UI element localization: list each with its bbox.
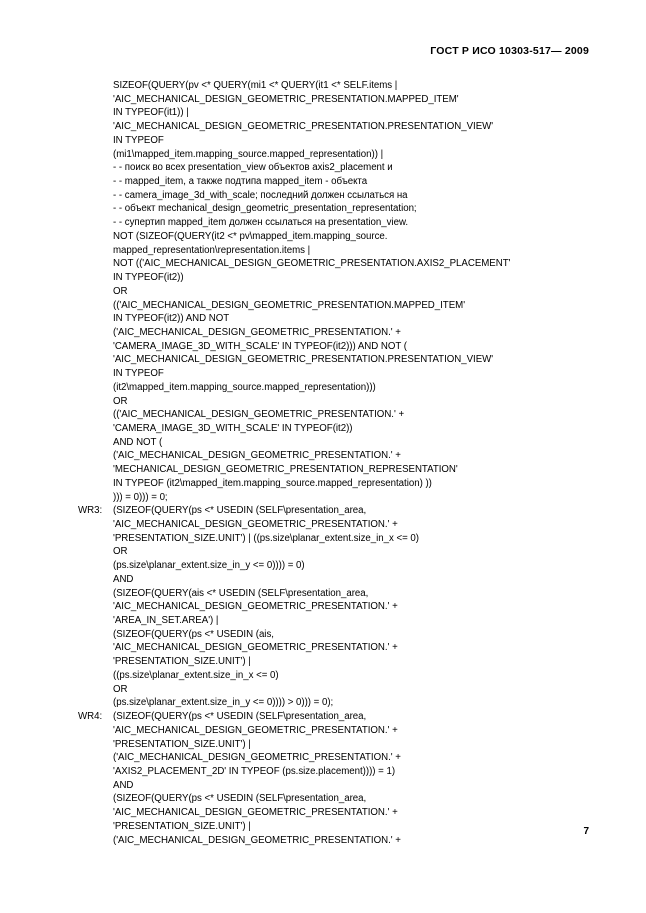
code-line (78, 381, 606, 395)
code-text: (SIZEOF(QUERY(ais <* USEDIN (SELF\presentation_area, (113, 587, 369, 599)
code-text: 'AIC_MECHANICAL_DESIGN_GEOMETRIC_PRESENTATION.' + (113, 519, 398, 530)
code-text: OR (113, 546, 128, 558)
code-line (78, 463, 606, 477)
code-text: 'PRESENTATION_SIZE.UNIT') | (113, 656, 251, 668)
code-line (78, 93, 606, 107)
code-line (78, 518, 606, 532)
code-text: ('AIC_MECHANICAL_DESIGN_GEOMETRIC_PRESENTATION.' + (113, 834, 401, 846)
code-text: ('AIC_MECHANICAL_DESIGN_GEOMETRIC_PRESENTATION.' + (113, 450, 401, 462)
code-line (78, 532, 606, 546)
code-text: 'AIC_MECHANICAL_DESIGN_GEOMETRIC_PRESENTATION.' + (113, 601, 398, 613)
code-text: - - объект mechanical_design_geometric_presentation_representation; (113, 203, 417, 215)
code-line (78, 395, 606, 409)
code-text: 'MECHANICAL_DESIGN_GEOMETRIC_PRESENTATION_REPRESENTATION' (113, 464, 458, 476)
code-text: mapped_representation\representation.items | (113, 244, 311, 256)
code-line (78, 175, 606, 189)
code-text: 'AXIS2_PLACEMENT_2D' IN TYPEOF (ps.size.placement)))) = 1) (113, 765, 396, 777)
code-line (78, 79, 606, 93)
code-text: (SIZEOF(QUERY(ps <* USEDIN (SELF\presentation_area, (113, 505, 367, 517)
rule-label: WR3: (78, 505, 103, 517)
code-line (78, 655, 606, 669)
code-line (78, 202, 606, 216)
code-text: - - camera_image_3d_with_scale; последний должен ссылаться на (113, 189, 408, 201)
code-text: 'PRESENTATION_SIZE.UNIT') | (113, 738, 251, 750)
code-line (78, 189, 606, 203)
code-line (78, 724, 606, 738)
code-text: IN TYPEOF (it2\mapped_item.mapping_source.mapped_representation) )) (113, 477, 432, 489)
code-line (78, 230, 606, 244)
code-line (78, 367, 606, 381)
code-line (78, 806, 606, 820)
code-text: 'PRESENTATION_SIZE.UNIT') | ((ps.size\planar_extent.size_in_x <= 0) (113, 532, 420, 544)
code-line (78, 669, 606, 683)
rule-label: WR4: (78, 711, 103, 723)
code-text: 'AREA_IN_SET.AREA') | (113, 615, 219, 627)
code-line (78, 600, 606, 614)
code-text: IN TYPEOF(it1)) | (113, 107, 189, 119)
code-line (78, 148, 606, 162)
code-text: 'AIC_MECHANICAL_DESIGN_GEOMETRIC_PRESENTATION.PRESENTATION_VIEW' (113, 121, 494, 133)
code-text: 'CAMERA_IMAGE_3D_WITH_SCALE' IN TYPEOF(it2))) AND NOT ( (113, 340, 407, 352)
code-text: (('AIC_MECHANICAL_DESIGN_GEOMETRIC_PRESENTATION.' + (113, 409, 405, 421)
code-line (78, 587, 606, 601)
code-text: NOT (SIZEOF(QUERY(it2 <* pv\mapped_item.mapping_source. (113, 230, 388, 242)
code-text: IN TYPEOF (113, 134, 164, 146)
code-line (78, 134, 606, 148)
code-line (78, 641, 606, 655)
code-line (78, 120, 606, 134)
code-text: ('AIC_MECHANICAL_DESIGN_GEOMETRIC_PRESENTATION.' + (113, 326, 401, 338)
code-text: 'AIC_MECHANICAL_DESIGN_GEOMETRIC_PRESENTATION.' + (113, 807, 398, 819)
code-text: - - mapped_item, а также подтипа mapped_item - объекта (113, 176, 368, 188)
code-text: IN TYPEOF(it2)) AND NOT (113, 313, 230, 325)
code-text: AND (113, 779, 134, 791)
code-line-labeled (78, 710, 606, 724)
code-line (78, 614, 606, 628)
code-text: - - супертип mapped_item должен ссылаться на presentation_view. (113, 217, 409, 229)
code-text: (ps.size\planar_extent.size_in_y <= 0)))) > 0))) = 0); (113, 697, 334, 709)
code-text: ('AIC_MECHANICAL_DESIGN_GEOMETRIC_PRESENTATION.' + (113, 752, 401, 764)
code-line (78, 628, 606, 642)
code-line (78, 422, 606, 436)
code-text: ((ps.size\planar_extent.size_in_x <= 0) (113, 669, 279, 681)
code-line (78, 545, 606, 559)
code-text: 'PRESENTATION_SIZE.UNIT') | (113, 820, 251, 832)
code-line (78, 312, 606, 326)
code-line (78, 573, 606, 587)
code-line (78, 340, 606, 354)
code-text: NOT (('AIC_MECHANICAL_DESIGN_GEOMETRIC_PRESENTATION.AXIS2_PLACEMENT' (113, 258, 511, 270)
code-text: 'AIC_MECHANICAL_DESIGN_GEOMETRIC_PRESENTATION.' + (113, 724, 398, 736)
code-line (78, 299, 606, 313)
code-text: OR (113, 395, 128, 407)
code-text: (ps.size\planar_extent.size_in_y <= 0)))) = 0) (113, 560, 305, 572)
code-line (78, 408, 606, 422)
code-line (78, 449, 606, 463)
code-text: (('AIC_MECHANICAL_DESIGN_GEOMETRIC_PRESENTATION.MAPPED_ITEM' (113, 299, 466, 311)
code-line (78, 244, 606, 258)
code-text: AND NOT ( (113, 436, 163, 448)
code-line (78, 779, 606, 793)
code-line (78, 491, 606, 505)
code-line (78, 751, 606, 765)
code-line (78, 161, 606, 175)
code-text: (SIZEOF(QUERY(ps <* USEDIN (SELF\presentation_area, (113, 793, 367, 805)
code-text: (SIZEOF(QUERY(ps <* USEDIN (ais, (113, 628, 274, 640)
code-text: (SIZEOF(QUERY(ps <* USEDIN (SELF\presentation_area, (113, 711, 367, 723)
code-text: - - поиск во всех presentation_view объектов axis2_placement и (113, 162, 393, 174)
code-text: SIZEOF(QUERY(pv <* QUERY(mi1 <* QUERY(it1 <* SELF.items | (113, 80, 398, 91)
express-code-listing (78, 79, 606, 847)
code-text: OR (113, 683, 128, 695)
code-text: IN TYPEOF (113, 368, 164, 380)
code-text: ))) = 0))) = 0; (113, 491, 168, 503)
code-line (78, 696, 606, 710)
page-number: 7 (583, 826, 589, 837)
code-text: (mi1\mapped_item.mapping_source.mapped_representation)) | (113, 148, 384, 160)
code-line (78, 683, 606, 697)
code-line (78, 792, 606, 806)
code-line (78, 738, 606, 752)
code-line (78, 326, 606, 340)
code-line (78, 353, 606, 367)
code-line (78, 559, 606, 573)
running-header: ГОСТ Р ИСО 10303-517— 2009 (430, 45, 589, 57)
code-line-labeled (78, 504, 606, 518)
code-text: 'AIC_MECHANICAL_DESIGN_GEOMETRIC_PRESENTATION.' + (113, 642, 398, 654)
code-text: IN TYPEOF(it2)) (113, 272, 184, 284)
code-text: (it2\mapped_item.mapping_source.mapped_representation))) (113, 381, 376, 393)
code-line (78, 765, 606, 779)
code-text: 'AIC_MECHANICAL_DESIGN_GEOMETRIC_PRESENTATION.MAPPED_ITEM' (113, 93, 459, 105)
code-line (78, 216, 606, 230)
code-text: 'CAMERA_IMAGE_3D_WITH_SCALE' IN TYPEOF(it2)) (113, 422, 353, 434)
code-line (78, 106, 606, 120)
code-line (78, 436, 606, 450)
code-text: AND (113, 573, 134, 585)
code-line (78, 271, 606, 285)
code-line (78, 477, 606, 491)
code-text: 'AIC_MECHANICAL_DESIGN_GEOMETRIC_PRESENTATION.PRESENTATION_VIEW' (113, 354, 494, 366)
code-line (78, 285, 606, 299)
code-text: OR (113, 285, 128, 297)
code-line (78, 257, 606, 271)
